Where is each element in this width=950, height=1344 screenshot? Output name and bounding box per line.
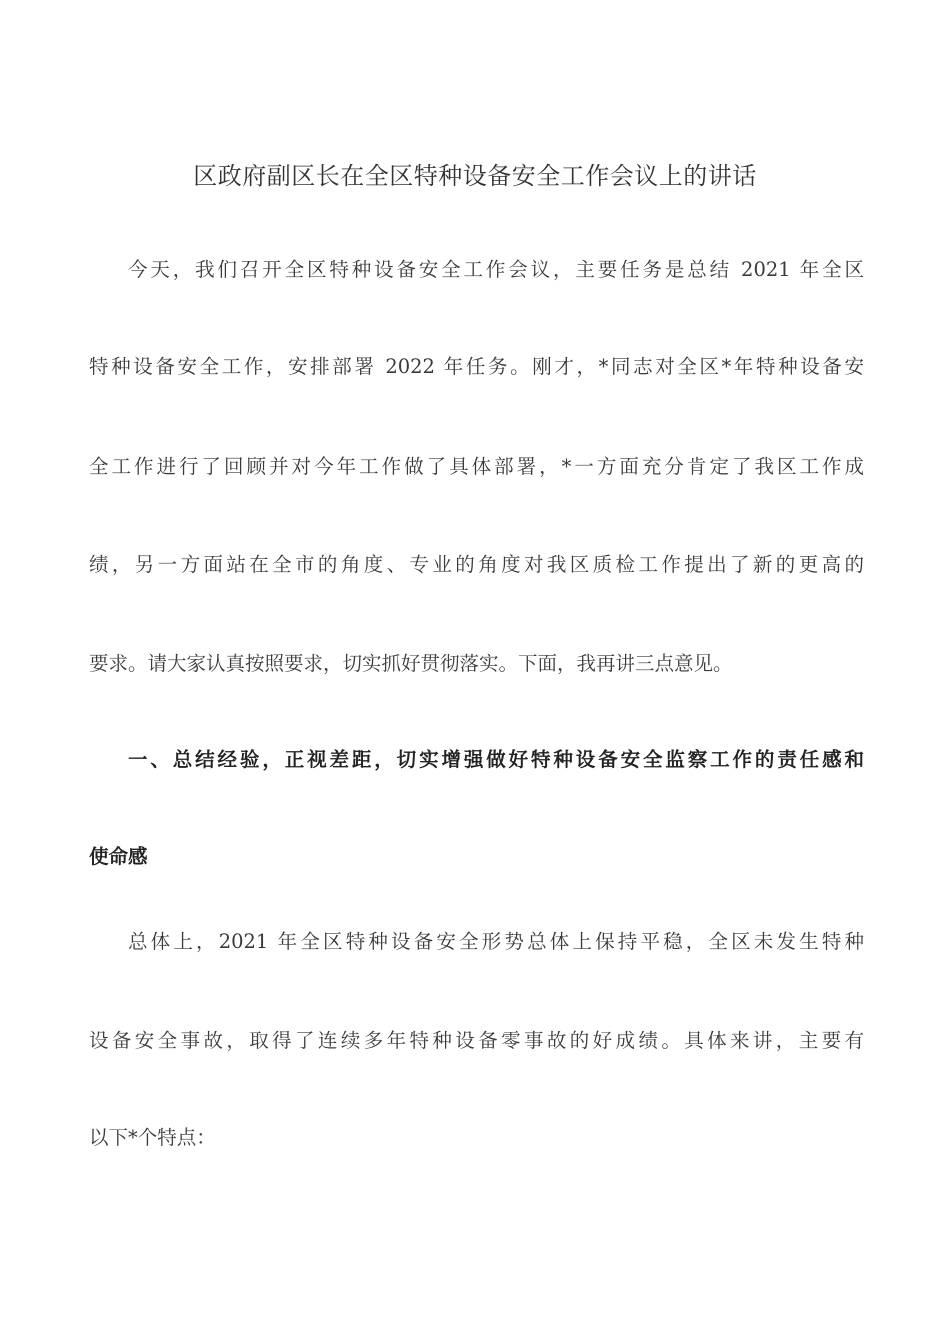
document-title: 区政府副区长在全区特种设备安全工作会议上的讲话 (193, 162, 757, 190)
paragraph-1-line-2: 特种设备安全工作，安排部署 2022 年任务。刚才，*同志对全区*年特种设备安 (89, 355, 864, 378)
paragraph-1-line-1: 今天，我们召开全区特种设备安全工作会议，主要任务是总结 2021 年全区 (128, 258, 864, 281)
section-heading-1-line-1: 一、总结经验，正视差距，切实增强做好特种设备安全监察工作的责任感和 (128, 748, 864, 771)
paragraph-1-line-5: 要求。请大家认真按照要求，切实抓好贯彻落实。下面，我再讲三点意见。 (89, 652, 733, 675)
paragraph-2-line-1: 总体上，2021 年全区特种设备安全形势总体上保持平稳，全区未发生特种 (128, 930, 864, 953)
section-heading-1-line-2: 使命感 (89, 845, 148, 868)
paragraph-2-line-2: 设备安全事故，取得了连续多年特种设备零事故的好成绩。具体来讲，主要有 (89, 1029, 864, 1052)
paragraph-1-line-4: 绩，另一方面站在全市的角度、专业的角度对我区质检工作提出了新的更高的 (89, 553, 864, 576)
paragraph-1-line-3: 全工作进行了回顾并对今年工作做了具体部署，*一方面充分肯定了我区工作成 (89, 455, 864, 478)
paragraph-2-line-3: 以下*个特点： (89, 1126, 216, 1149)
